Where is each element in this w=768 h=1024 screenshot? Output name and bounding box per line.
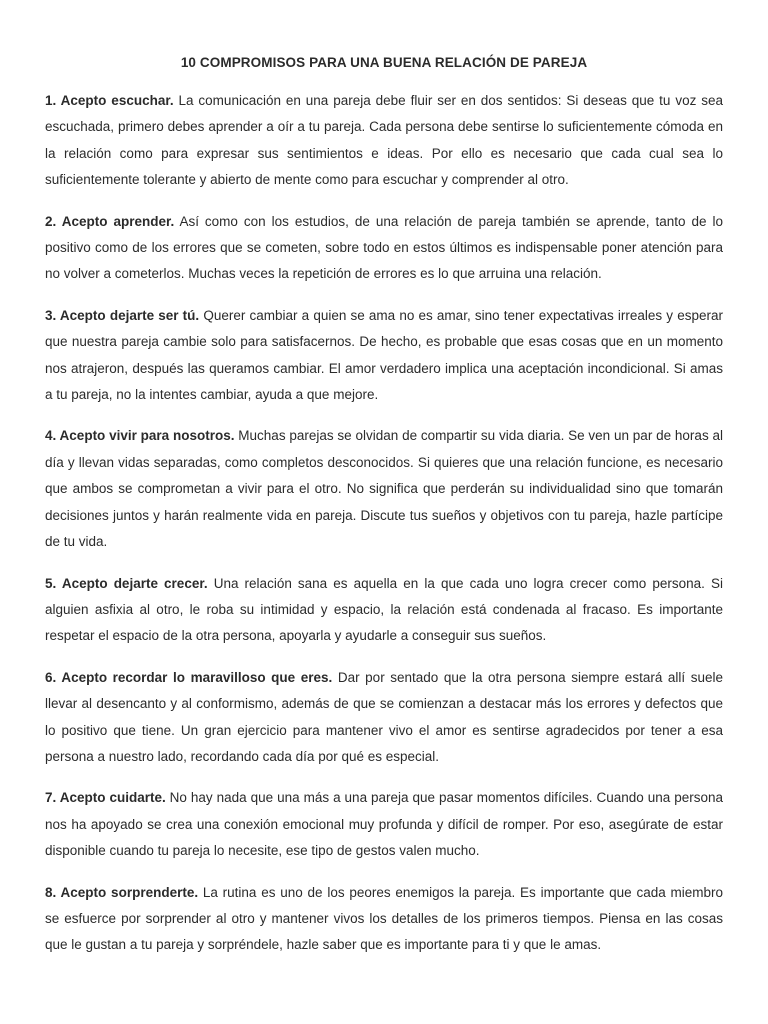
commitment-text: Así como con los estudios, de una relación de pareja también se aprende, tanto de lo positivo como de los errores que se cometen, sobre todo en estos últimos es indispensable poner atención para no volver a cometerlos. Muchas veces la repetición de errores es lo que arruina una relación. — [45, 213, 723, 282]
commitment-item-3 — [45, 303, 723, 409]
commitment-text: Muchas parejas se olvidan de compartir su vida diaria. Se ven un par de horas al día y llevan vidas separadas, como completos desconocidos. Si quieres que una relación funcione, es necesario que ambos se comprometan a vivir para el otro. No significa que perderán su individualidad sino que tomarán decisiones juntos y harán realmente vida en pareja. Discute tus sueños y objetivos con tu pareja, hazle partícipe de tu vida. — [45, 428, 723, 550]
document-title: 10 COMPROMISOS PARA UNA BUENA RELACIÓN DE PAREJA — [180, 55, 588, 70]
commitment-text: Querer cambiar a quien se ama no es amar, sino tener expectativas irreales y esperar que nuestra pareja cambie solo para satisfacernos. De hecho, es probable que esas cosas que en un momento nos atrajeron, después las queramos cambiar. El amor verdadero implica una aceptación incondicional. Si amas a tu pareja, no la intentes cambiar, ayuda a que mejore. — [45, 307, 723, 403]
commitment-heading: 5. Acepto dejarte crecer. — [45, 575, 208, 591]
commitment-heading: 4. Acepto vivir para nosotros. — [45, 428, 235, 444]
commitment-item-4 — [45, 423, 723, 555]
commitment-item-5 — [45, 571, 723, 650]
commitment-heading: 2. Acepto aprender. — [45, 213, 175, 229]
commitment-text: Una relación sana es aquella en la que cada uno logra crecer como persona. Si alguien asfixia al otro, le roba su intimidad y espacio, la relación está condenada al fracaso. Es importante respetar el espacio de la otra persona, apoyarla y ayudarle a conseguir sus sueños. — [45, 575, 723, 644]
commitment-item-1 — [45, 88, 723, 194]
commitment-text: La comunicación en una pareja debe fluir ser en dos sentidos: Si deseas que tu voz sea escuchada, primero debes aprender a oír a tu pareja. Cada persona debe sentirse lo suficientemente cómoda en la relación como para expresar sus sentimientos e ideas. Por ello es necesario que cada cual sea lo suficientemente tolerante y abierto de mente como para escuchar y comprender al otro. — [45, 93, 723, 188]
commitment-heading: 7. Acepto cuidarte. — [45, 790, 166, 806]
commitment-text: No hay nada que una más a una pareja que pasar momentos difíciles. Cuando una persona nos ha apoyado se crea una conexión emocional muy profunda y difícil de romper. Por eso, asegúrate de estar disponible cuando tu pareja lo necesite, ese tipo de gestos valen mucho. — [45, 790, 723, 859]
commitment-heading: 1. Acepto escuchar. — [45, 93, 174, 108]
commitment-item-2 — [45, 209, 723, 288]
commitment-heading: 8. Acepto sorprenderte. — [45, 884, 199, 900]
commitment-text: La rutina es uno de los peores enemigos la pareja. Es importante que cada miembro se esfuerce por sorprender al otro y mantener vivos los detalles de los primeros tiempos. Piensa en las cosas que le gustan a tu pareja y sorpréndele, hazle saber que es importante para ti y que le amas. — [45, 884, 723, 953]
commitment-item-6 — [45, 665, 723, 771]
commitment-heading: 6. Acepto recordar lo maravilloso que eres. — [45, 669, 333, 685]
commitment-text: Dar por sentado que la otra persona siempre estará allí suele llevar al desencanto y al conformismo, además de que se comienzan a destacar más los errores y defectos que lo positivo que tiene. Un gran ejercicio para mantener vivo el amor es sentirse agradecidos por tener a esa persona a nuestro lado, recordando cada día por qué es especial. — [45, 669, 723, 764]
commitment-item-7 — [45, 785, 723, 864]
commitment-item-8 — [45, 880, 723, 959]
commitment-heading: 3. Acepto dejarte ser tú. — [45, 307, 200, 323]
